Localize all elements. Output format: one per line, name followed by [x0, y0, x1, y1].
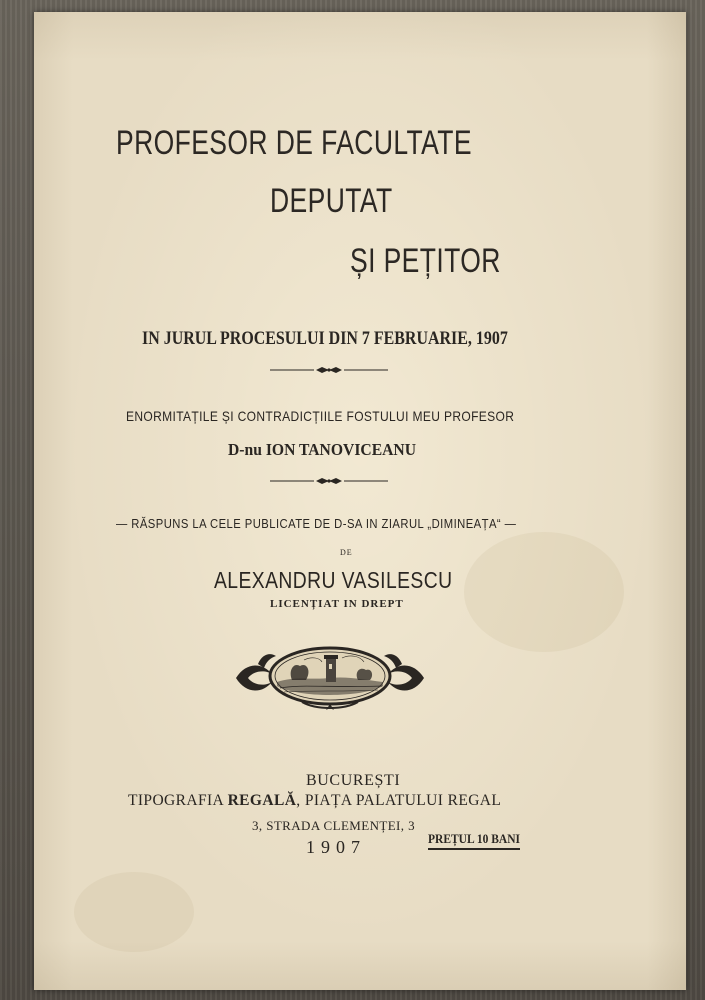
- ornamental-rule-divider: [270, 365, 388, 375]
- reply-line: — RĂSPUNS LA CELE PUBLICATE DE D-SA IN ZIARUL „DIMINEAȚA“ —: [116, 517, 517, 531]
- printer-prefix: TIPOGRAFIA: [128, 792, 224, 809]
- author-name: ALEXANDRU VASILESCU: [214, 567, 453, 593]
- author-credential: LICENȚIAT IN DREPT: [270, 598, 404, 610]
- paper-stain: [464, 532, 624, 652]
- subject-name: [228, 440, 416, 460]
- pamphlet-cover: [34, 12, 686, 990]
- subject-line: ENORMITAȚILE ȘI CONTRADICȚIILE FOSTULUI MEU PROFESOR: [126, 408, 515, 424]
- printer-suffix: , PIAȚA PALATULUI REGAL: [296, 792, 502, 809]
- ornamental-rule-divider: [270, 476, 388, 486]
- subject-name-text: ION TANOVICEANU: [265, 440, 417, 459]
- title-line-2: DEPUTAT: [270, 182, 393, 220]
- subtitle: IN JURUL PROCESULUI DIN 7 FEBRUARIE, 1907: [142, 328, 508, 349]
- printer-name: REGALĂ: [227, 792, 297, 809]
- publication-city: BUCUREȘTI: [306, 772, 401, 789]
- title-line-1: PROFESOR DE FACULTATE: [116, 124, 472, 162]
- subject-name-prefix: D-nu: [228, 440, 262, 459]
- by-word: DE: [340, 548, 353, 557]
- printer-line: [128, 792, 501, 810]
- paper-stain: [74, 872, 194, 952]
- publication-year: 1907: [306, 837, 366, 857]
- title-line-3: ȘI PEȚITOR: [350, 242, 501, 280]
- price-label: PREȚUL 10 BANI: [428, 832, 520, 850]
- landscape-vignette-ornament: [232, 640, 428, 712]
- printer-address: 3, STRADA CLEMENȚEI, 3: [252, 818, 415, 833]
